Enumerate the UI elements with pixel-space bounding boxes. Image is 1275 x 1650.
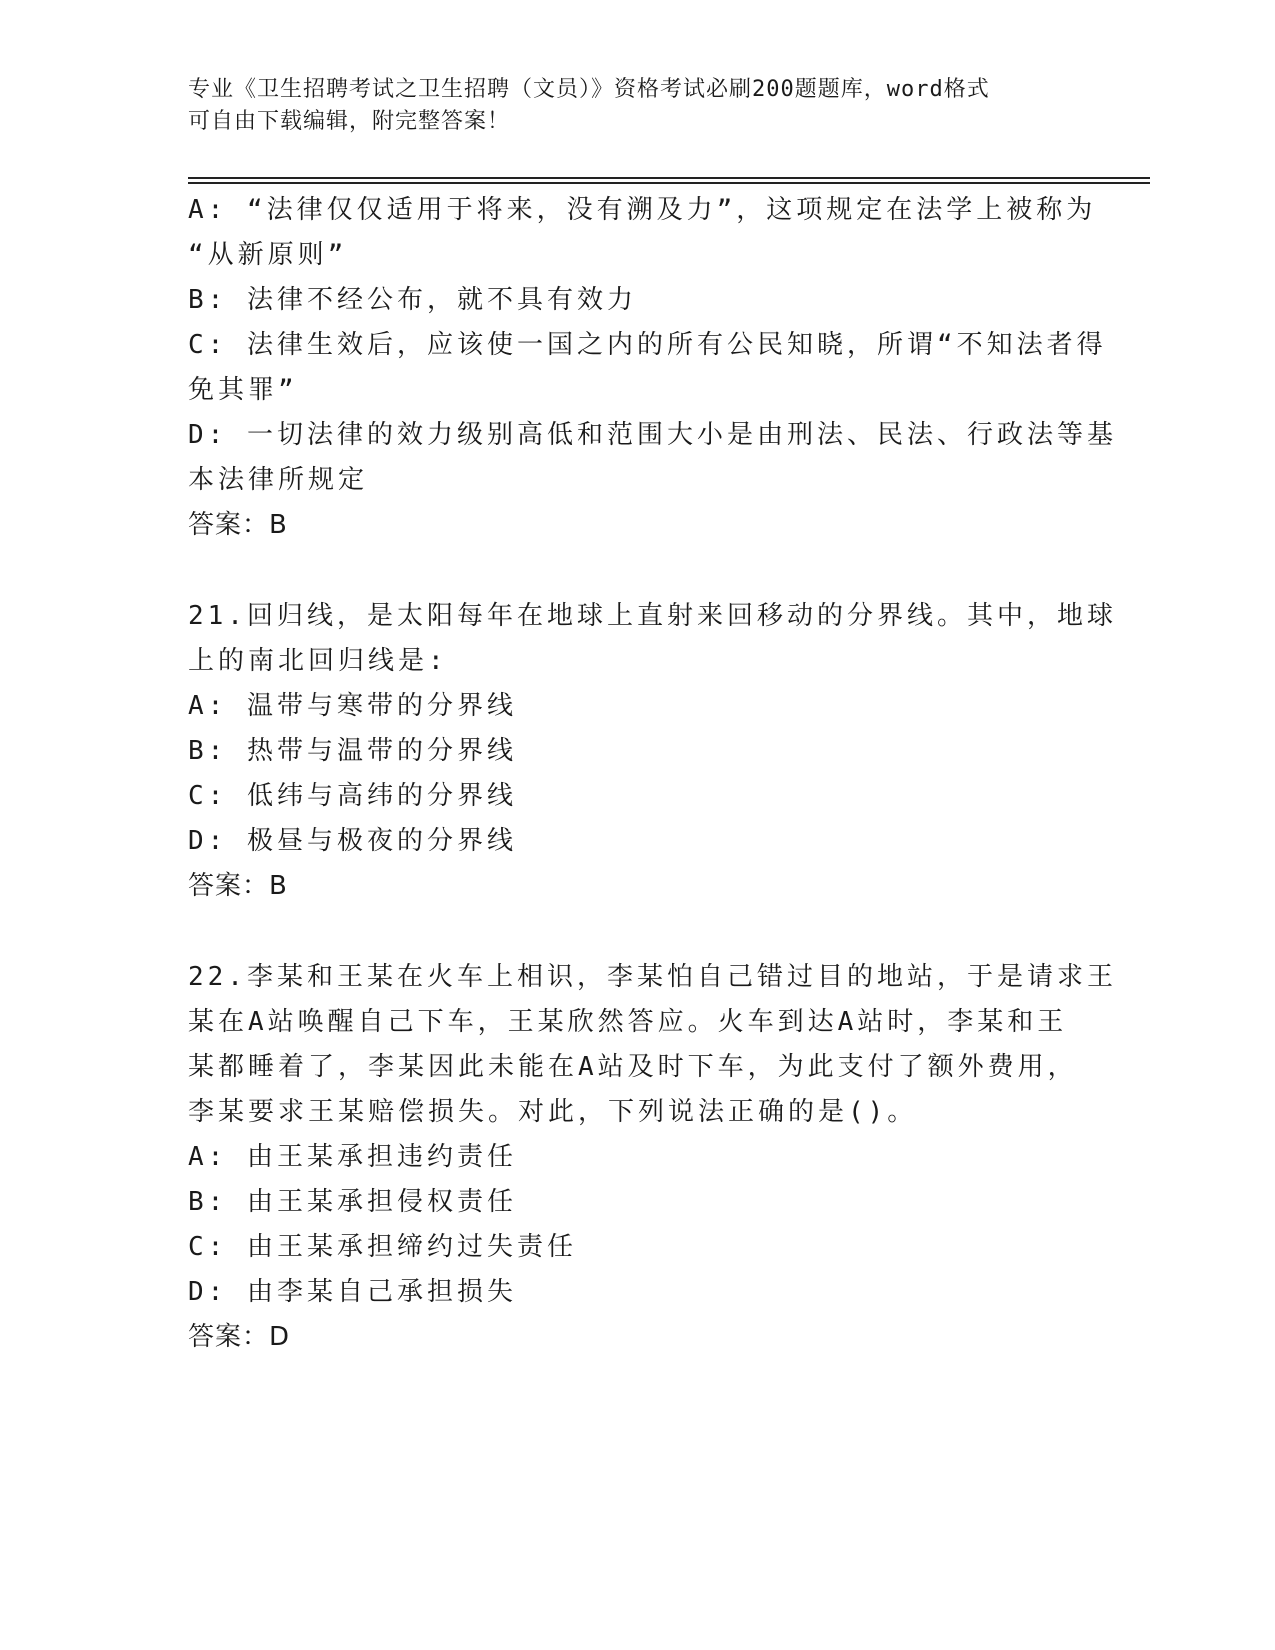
option-d-line-2: 本法律所规定 <box>188 465 369 495</box>
option-a: A: 温带与寒带的分界线 <box>188 691 517 721</box>
question-stem-line-1: 21.回归线，是太阳每年在地球上直射来回移动的分界线。其中，地球 <box>188 601 1117 631</box>
option-c: C: 低纬与高纬的分界线 <box>188 781 517 811</box>
question-stem-line-1: 22.李某和王某在火车上相识，李某怕自己错过目的地站，于是请求王 <box>188 962 1117 992</box>
document-header <box>188 74 1068 138</box>
header-divider-top <box>188 177 1150 179</box>
question-stem-line-2: 上的南北回归线是: <box>188 646 448 676</box>
header-divider-bottom <box>188 182 1150 184</box>
option-b: B: 法律不经公布，就不具有效力 <box>188 285 637 315</box>
option-a: A: 由王某承担违约责任 <box>188 1142 517 1172</box>
answer-q20: 答案：B <box>188 510 288 540</box>
header-line-1: 专业《卫生招聘考试之卫生招聘（文员）》资格考试必刷200题题库，word格式 <box>188 77 990 102</box>
answer-q22: 答案：D <box>188 1322 291 1352</box>
question-stem-line-3: 某都睡着了，李某因此未能在A站及时下车，为此支付了额外费用， <box>188 1052 1078 1082</box>
spacer <box>188 548 1078 594</box>
option-b: B: 热带与温带的分界线 <box>188 736 517 766</box>
document-body <box>188 188 1117 1360</box>
question-21 <box>188 594 1117 909</box>
option-d: D: 由李某自己承担损失 <box>188 1277 517 1307</box>
option-d-line-1: D: 一切法律的效力级别高低和范围大小是由刑法、民法、行政法等基 <box>188 420 1117 450</box>
question-stem-line-2: 某在A站唤醒自己下车，王某欣然答应。火车到达A站时，李某和王 <box>188 1007 1068 1037</box>
question-22 <box>188 955 1117 1360</box>
option-c-line-1: C: 法律生效后，应该使一国之内的所有公民知晓，所谓“不知法者得 <box>188 330 1107 360</box>
option-a-line-1: A: “法律仅仅适用于将来，没有溯及力”，这项规定在法学上被称为 <box>188 195 1097 225</box>
option-c-line-2: 免其罪” <box>188 375 298 405</box>
question-stem-line-4: 李某要求王某赔偿损失。对此，下列说法正确的是()。 <box>188 1097 918 1127</box>
answer-q21: 答案：B <box>188 871 288 901</box>
option-a-line-2: “从新原则” <box>188 240 348 270</box>
option-c: C: 由王某承担缔约过失责任 <box>188 1232 577 1262</box>
header-line-2: 可自由下载编辑，附完整答案！ <box>188 109 511 134</box>
question-20-options <box>188 188 1117 548</box>
option-b: B: 由王某承担侵权责任 <box>188 1187 517 1217</box>
spacer <box>188 909 1078 955</box>
option-d: D: 极昼与极夜的分界线 <box>188 826 517 856</box>
